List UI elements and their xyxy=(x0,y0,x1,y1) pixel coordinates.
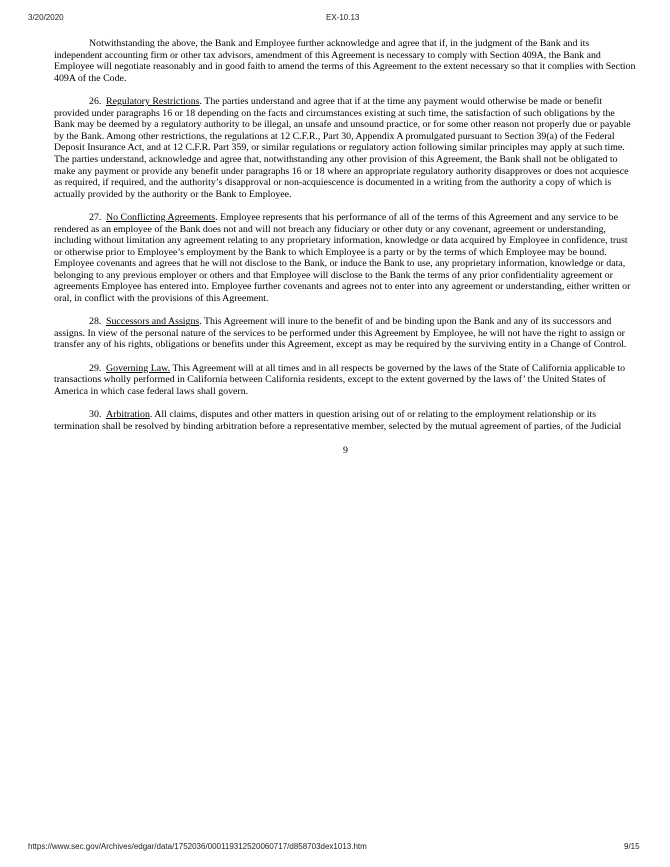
section-text: . The parties understand and agree that if at the time any payment would otherwise be made or benefit provided under paragraphs 16 or 18 depending on the facts and circumstances existing at such time, the satisfaction of such obligations by the Bank may be deemed by a regulatory authority to be illegal, an unsafe and unsound practice, or for some other reason not properly due or payable by the Bank. Among other restrictions, the regulations at 12 C.F.R., Part 30, Appendix A promulgated pursuant to Section 39(a) of the Federal Deposit Insurance Act, and at 12 C.F.R. Part 359, or similar regulations or regulatory action following similar principles may apply at such time. The parties understand, acknowledge and agree that, notwithstanding any other provision of this Agreement, the Bank shall not be obligated to make any payment or provide any benefit under paragraphs 16 or 18 where an appropriate regulatory authority disapproves or does not acquiesce as required, if required, and the authority’s disapproval or non-acquiescence is documented in a writing from the authority a copy of which is actually provided by the authority or the Bank to Employee. xyxy=(54,95,631,200)
section-text: . Employee represents that his performance of all of the terms of this Agreement and any service to be rendered as an employee of the Bank does not and will not breach any fiduciary or other duty or any covenant, agreement or understanding, including without limitation any agreement relating to any proprietary information, knowledge or data acquired by Employee in confidence, trust or otherwise prior to Employee’s employment by the Bank to which Employee is a party or by the terms of which Employee may be bound. Employee covenants and agrees that he will not disclose to the Bank, or induce the Bank to use, any proprietary information, knowledge or data, belonging to any previous employer or others and that Employee will disclose to the Bank the terms of any prior confidentiality agreement or agreements Employee has entered into. Employee further covenants and agrees not to enter into any agreement or understanding, either written or oral, in conflict with the provisions of this Agreement. xyxy=(54,211,631,305)
section-27 xyxy=(54,212,637,305)
section-text: . This Agreement will inure to the benefit of and be binding upon the Bank and any of its successors and assigns. In view of the personal nature of the services to be performed under this Agreement by Employee, he will not have the right to assign or transfer any of his rights, obligations or benefits under this Agreement, except as may be required by the surviving entity in a Change of Control. xyxy=(54,316,627,351)
section-heading: Governing Law. xyxy=(106,362,171,374)
section-number: 28. xyxy=(89,316,102,328)
section-number: 30. xyxy=(89,409,102,420)
section-heading: Arbitration xyxy=(106,409,150,420)
section-heading: Successors and Assigns xyxy=(106,316,200,328)
document-body xyxy=(54,38,637,456)
section-29 xyxy=(54,363,637,398)
section-number: 27. xyxy=(89,211,102,223)
paragraph-intro: Notwithstanding the above, the Bank and Employee further acknowledge and agree that if, in the judgment of the Bank and its independent accounting firm or other tax advisors, amendment of this Agreement is necessary to comply with Section 409A, the Bank and Employee will negotiate reasonably and in good faith to amend the terms of this Agreement to the extent necessary so that it complies with Section 409A of the Code. xyxy=(54,38,636,84)
header-doc-id: EX-10.13 xyxy=(326,13,360,22)
section-number: 26. xyxy=(89,95,102,107)
section-heading: No Conflicting Agreements xyxy=(106,211,216,223)
page-number: 9 xyxy=(343,444,348,456)
section-heading: Regulatory Restrictions xyxy=(106,95,200,107)
section-number: 29. xyxy=(89,362,102,374)
section-26 xyxy=(54,96,637,200)
footer-url: https://www.sec.gov/Archives/edgar/data/1752036/000119312520060717/d858703dex1013.htm xyxy=(28,842,367,851)
section-30 xyxy=(54,409,637,432)
section-text: This Agreement will at all times and in all respects be governed by the laws of the State of California applicable to transactions wholly performed in California between California residents, except to the extent governed by the laws of’ the United States of America in which case federal laws shall govern. xyxy=(54,362,626,397)
footer-page-count: 9/15 xyxy=(624,842,640,851)
header-date: 3/20/2020 xyxy=(28,13,64,22)
section-28 xyxy=(54,316,637,351)
section-text: . All claims, disputes and other matters in question arising out of or relating to the employment relationship or its termination shall be resolved by binding arbitration before a representative member, selected by the mutual agreement of parties, of the Judicial xyxy=(54,409,622,432)
